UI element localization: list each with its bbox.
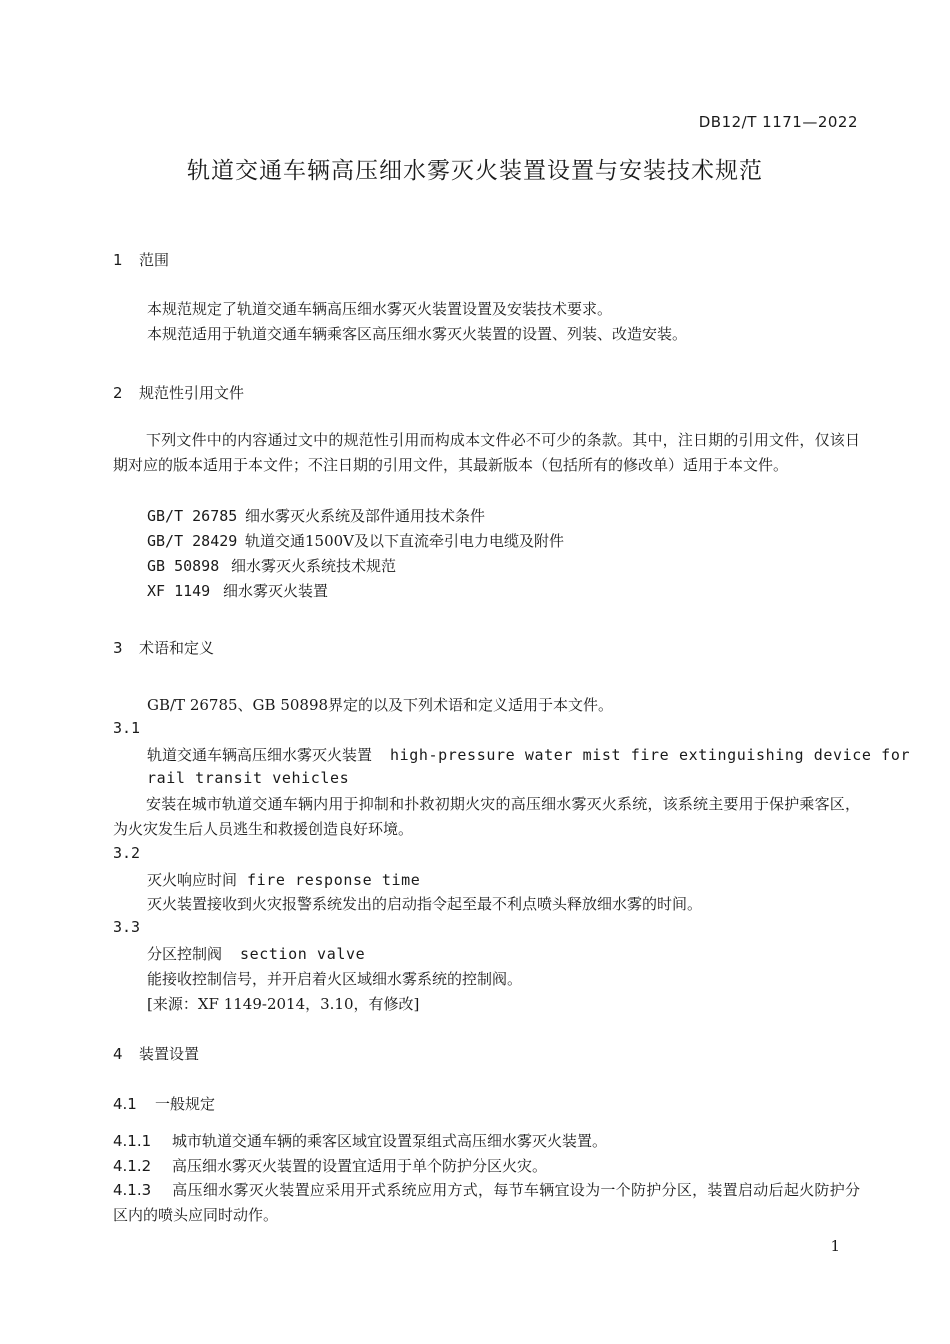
section-title: 术语和定义 xyxy=(139,639,215,657)
term-number: 3.1 xyxy=(113,719,141,737)
section-1-heading xyxy=(113,249,169,270)
reference-item xyxy=(147,505,485,526)
subsection-title: 一般规定 xyxy=(155,1095,216,1113)
subsection-number: 4.1 xyxy=(113,1095,137,1113)
definition-text: 安装在城市轨道交通车辆内用于抑制和扑救初期火灾的高压细水雾灭火系统，该系统主要用于保护乘客区，为火灾发生后人员逃生和救援创造良好环境。 xyxy=(113,795,860,838)
document-code: DB12/T 1171—2022 xyxy=(698,113,858,131)
section-3-heading xyxy=(113,637,214,658)
reference-title: 细水雾灭火系统及部件通用技术条件 xyxy=(245,507,486,525)
page-number: 1 xyxy=(830,1237,840,1255)
term-number: 3.3 xyxy=(113,918,141,936)
clause-number: 4.1.1 xyxy=(113,1132,152,1150)
reference-title: 细水雾灭火装置 xyxy=(223,582,329,600)
term-chinese: 分区控制阀 xyxy=(147,945,223,963)
term-english: fire response time xyxy=(247,871,421,889)
reference-code: GB/T 28429 xyxy=(147,532,238,550)
term-chinese: 灭火响应时间 xyxy=(147,871,238,889)
clause xyxy=(113,1155,547,1176)
paragraph xyxy=(113,428,860,478)
section-title: 装置设置 xyxy=(139,1045,200,1063)
term-heading xyxy=(147,744,910,765)
subsection-heading xyxy=(113,1093,215,1114)
reference-item xyxy=(147,580,328,601)
reference-code: GB 50898 xyxy=(147,557,220,575)
section-title: 范围 xyxy=(139,251,170,269)
section-number: 2 xyxy=(113,384,123,402)
reference-item xyxy=(147,530,564,551)
section-number: 1 xyxy=(113,251,123,269)
section-2-heading xyxy=(113,382,244,403)
section-4-heading xyxy=(113,1043,199,1064)
term-chinese: 轨道交通车辆高压细水雾灭火装置 xyxy=(147,746,373,764)
reference-item xyxy=(147,555,396,576)
paragraph-text: 下列文件中的内容通过文中的规范性引用而构成本文件必不可少的条款。其中，注日期的引用文件，仅该日期对应的版本适用于本文件；不注日期的引用文件，其最新版本（包括所有的修改单）适用于本文件。 xyxy=(113,431,860,474)
reference-code: XF 1149 xyxy=(147,582,211,600)
section-number: 4 xyxy=(113,1045,123,1063)
term-heading xyxy=(147,869,420,890)
clause-number: 4.1.3 xyxy=(113,1181,152,1199)
term-english: high-pressure water mist fire extinguishing device for xyxy=(390,746,911,764)
term-heading xyxy=(147,943,365,964)
term-source: [来源：XF 1149-2014，3.10，有修改] xyxy=(147,995,420,1013)
reference-title: 轨道交通1500V及以下直流牵引电力电缆及附件 xyxy=(245,532,565,550)
reference-code: GB/T 26785 xyxy=(147,507,238,525)
term-definition xyxy=(113,792,860,842)
section-number: 3 xyxy=(113,639,123,657)
section-title: 规范性引用文件 xyxy=(139,384,245,402)
clause-text: 高压细水雾灭火装置应采用开式系统应用方式，每节车辆宜设为一个防护分区，装置启动后起火防护分区内的喷头应同时动作。 xyxy=(113,1181,860,1224)
clause-number: 4.1.2 xyxy=(113,1157,152,1175)
clause-text: 高压细水雾灭火装置的设置宜适用于单个防护分区火灾。 xyxy=(172,1157,548,1175)
clause xyxy=(113,1178,860,1228)
clause xyxy=(113,1130,607,1151)
term-definition: 灭火装置接收到火灾报警系统发出的启动指令起至最不利点喷头释放细水雾的时间。 xyxy=(147,895,703,913)
term-english: section valve xyxy=(240,945,366,963)
document-title: 轨道交通车辆高压细水雾灭火装置设置与安装技术规范 xyxy=(187,158,763,184)
term-definition: 能接收控制信号，并开启着火区域细水雾系统的控制阀。 xyxy=(147,970,523,988)
clause-text: 城市轨道交通车辆的乘客区域宜设置泵组式高压细水雾灭火装置。 xyxy=(172,1132,608,1150)
paragraph: GB/T 26785、GB 50898界定的以及下列术语和定义适用于本文件。 xyxy=(147,696,614,714)
reference-title: 细水雾灭火系统技术规范 xyxy=(231,557,397,575)
term-english-continued: rail transit vehicles xyxy=(147,769,350,787)
term-number: 3.2 xyxy=(113,844,141,862)
paragraph: 本规范适用于轨道交通车辆乘客区高压细水雾灭火装置的设置、列装、改造安装。 xyxy=(147,325,688,343)
paragraph: 本规范规定了轨道交通车辆高压细水雾灭火装置设置及安装技术要求。 xyxy=(147,300,613,318)
